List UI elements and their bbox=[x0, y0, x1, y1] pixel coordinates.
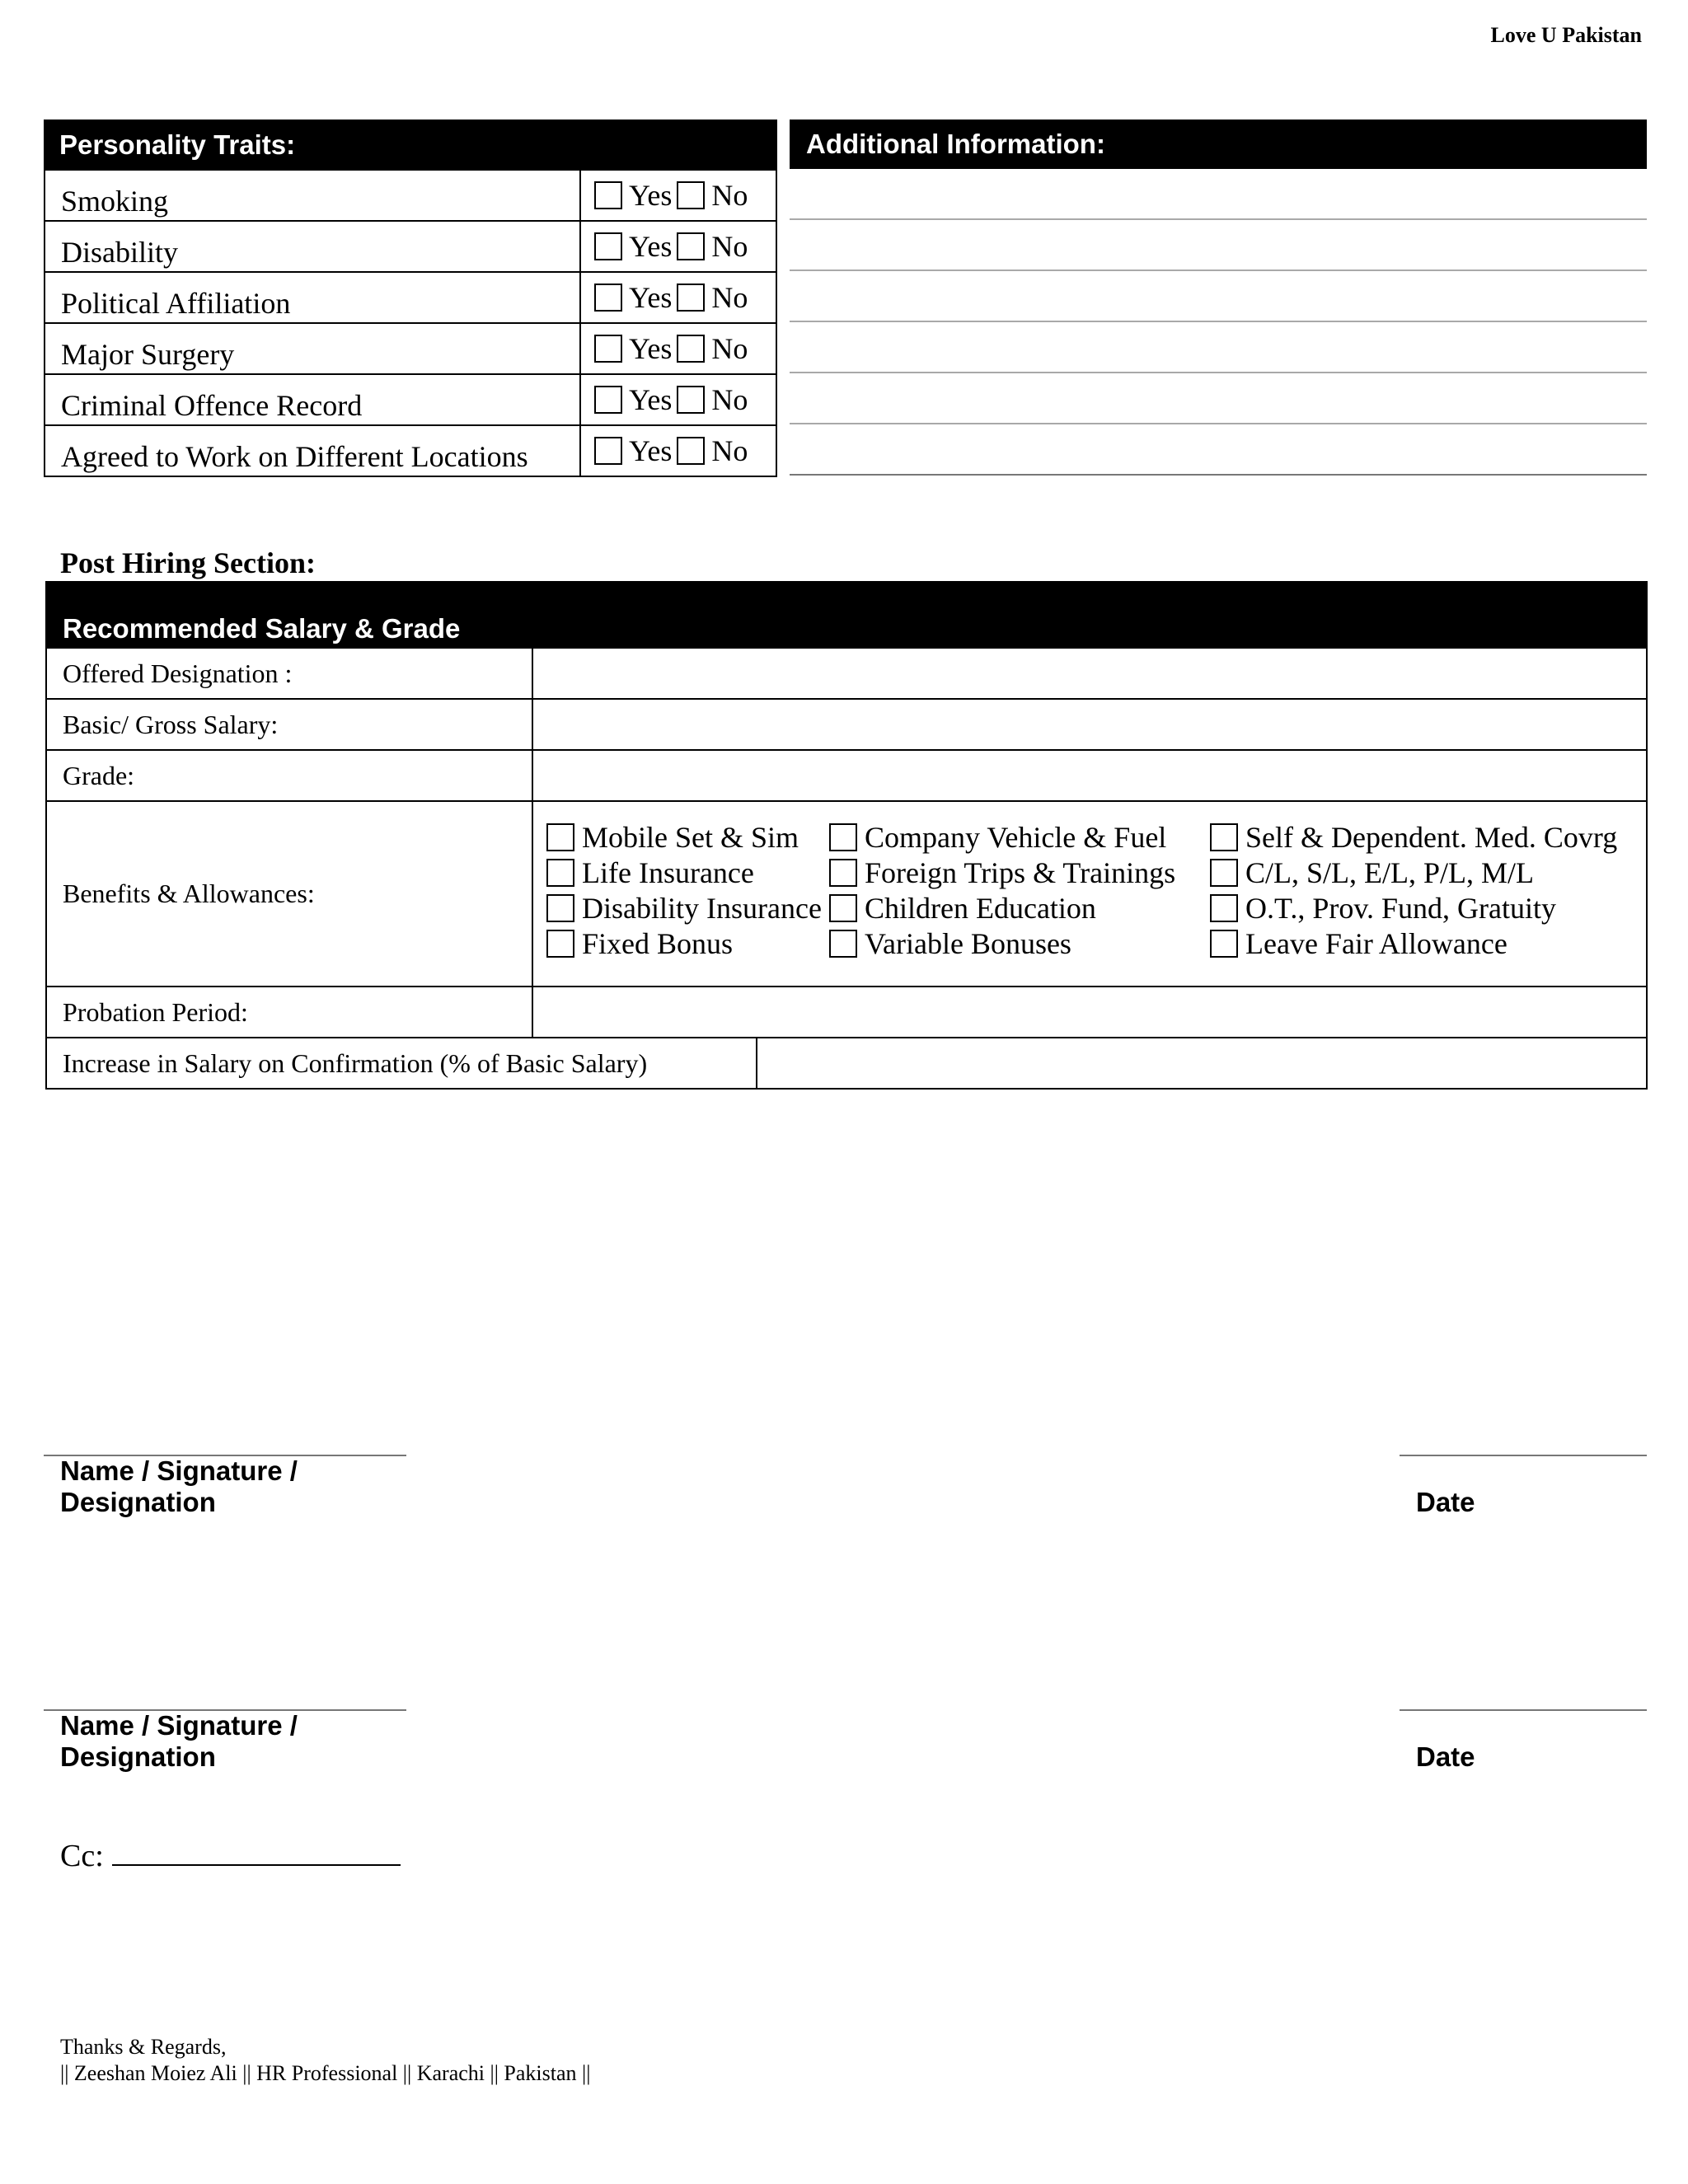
benefit-item bbox=[1210, 927, 1646, 959]
trait-row-smoking bbox=[44, 171, 777, 222]
yes-checkbox[interactable] bbox=[594, 437, 622, 465]
offered-designation-label: Offered Designation : bbox=[47, 649, 533, 698]
signature-label-line2: Designation bbox=[60, 1487, 216, 1517]
benefit-label: Life Insurance bbox=[582, 855, 754, 889]
header-note: Love U Pakistan bbox=[1490, 23, 1642, 47]
no-checkbox[interactable] bbox=[677, 437, 705, 465]
signature-label-line1: Name / Signature / bbox=[60, 1455, 298, 1486]
cc-input-line[interactable] bbox=[112, 1840, 401, 1866]
trait-label: Disability bbox=[45, 222, 581, 271]
benefit-item bbox=[1210, 856, 1646, 888]
salary-grade-table bbox=[45, 581, 1648, 1090]
personality-traits-table bbox=[44, 120, 777, 477]
yes-label: Yes bbox=[629, 179, 673, 212]
cc-label: Cc: bbox=[60, 1839, 104, 1873]
benefit-label: Disability Insurance bbox=[582, 891, 822, 925]
trait-options bbox=[581, 222, 776, 271]
no-label: No bbox=[711, 332, 748, 365]
regards-line: Thanks & Regards, bbox=[60, 2035, 227, 2059]
probation-period-label: Probation Period: bbox=[47, 987, 533, 1037]
benefits-row bbox=[45, 802, 1648, 987]
yes-checkbox[interactable] bbox=[594, 335, 622, 363]
additional-info-line[interactable] bbox=[790, 169, 1647, 220]
trait-row-political-affiliation bbox=[44, 273, 777, 324]
no-checkbox[interactable] bbox=[677, 386, 705, 414]
basic-gross-salary-field[interactable] bbox=[533, 700, 1646, 749]
trait-label: Agreed to Work on Different Locations bbox=[45, 426, 581, 476]
benefit-item bbox=[829, 927, 1210, 959]
benefit-checkbox[interactable] bbox=[546, 823, 574, 851]
additional-info-line[interactable] bbox=[790, 220, 1647, 271]
grade-label: Grade: bbox=[47, 751, 533, 800]
benefits-label: Benefits & Allowances: bbox=[47, 802, 533, 986]
offered-designation-row bbox=[45, 649, 1648, 700]
grade-row bbox=[45, 751, 1648, 802]
personality-traits-title: Personality Traits: bbox=[44, 120, 777, 171]
date-line[interactable] bbox=[1400, 1709, 1647, 1711]
benefit-label: Fixed Bonus bbox=[582, 926, 734, 960]
trait-options bbox=[581, 171, 776, 220]
benefit-label: C/L, S/L, E/L, P/L, M/L bbox=[1245, 855, 1535, 889]
signature-label-line2: Designation bbox=[60, 1741, 216, 1772]
benefit-item bbox=[829, 856, 1210, 888]
no-checkbox[interactable] bbox=[677, 232, 705, 260]
benefit-label: Company Vehicle & Fuel bbox=[865, 820, 1167, 854]
probation-period-row bbox=[45, 987, 1648, 1038]
yes-checkbox[interactable] bbox=[594, 181, 622, 209]
benefit-checkbox[interactable] bbox=[1210, 930, 1238, 958]
signature-label-line1: Name / Signature / bbox=[60, 1710, 298, 1741]
benefit-checkbox[interactable] bbox=[546, 930, 574, 958]
trait-options bbox=[581, 426, 776, 476]
no-label: No bbox=[711, 434, 748, 467]
no-label: No bbox=[711, 281, 748, 314]
regards-block bbox=[60, 2034, 590, 2087]
yes-label: Yes bbox=[629, 332, 673, 365]
signature-label bbox=[60, 1455, 298, 1518]
yes-label: Yes bbox=[629, 383, 673, 416]
grade-field[interactable] bbox=[533, 751, 1646, 800]
benefit-checkbox[interactable] bbox=[829, 823, 857, 851]
salary-increase-field[interactable] bbox=[757, 1038, 1646, 1088]
benefit-checkbox[interactable] bbox=[1210, 823, 1238, 851]
benefits-options bbox=[533, 802, 1646, 986]
benefit-checkbox[interactable] bbox=[829, 859, 857, 887]
signature-label bbox=[60, 1710, 298, 1773]
post-hiring-title: Post Hiring Section: bbox=[60, 546, 316, 579]
trait-row-major-surgery bbox=[44, 324, 777, 375]
trait-options bbox=[581, 273, 776, 322]
benefit-item bbox=[829, 892, 1210, 924]
benefit-label: Mobile Set & Sim bbox=[582, 820, 799, 854]
trait-label: Criminal Offence Record bbox=[45, 375, 581, 424]
benefit-checkbox[interactable] bbox=[546, 859, 574, 887]
additional-info-line[interactable] bbox=[790, 322, 1647, 373]
trait-label: Smoking bbox=[45, 171, 581, 220]
benefit-label: Children Education bbox=[865, 891, 1096, 925]
salary-increase-row bbox=[45, 1038, 1648, 1090]
cc-field bbox=[60, 1838, 401, 1874]
no-label: No bbox=[711, 179, 748, 212]
trait-label: Political Affiliation bbox=[45, 273, 581, 322]
no-label: No bbox=[711, 383, 748, 416]
no-checkbox[interactable] bbox=[677, 284, 705, 312]
benefit-item bbox=[1210, 821, 1646, 853]
no-checkbox[interactable] bbox=[677, 181, 705, 209]
trait-row-criminal-offence bbox=[44, 375, 777, 426]
yes-checkbox[interactable] bbox=[594, 386, 622, 414]
benefit-label: Variable Bonuses bbox=[865, 926, 1071, 960]
yes-label: Yes bbox=[629, 230, 673, 263]
basic-gross-salary-label: Basic/ Gross Salary: bbox=[47, 700, 533, 749]
date-line[interactable] bbox=[1400, 1455, 1647, 1456]
basic-gross-salary-row bbox=[45, 700, 1648, 751]
trait-options bbox=[581, 324, 776, 373]
no-label: No bbox=[711, 230, 748, 263]
probation-period-field[interactable] bbox=[533, 987, 1646, 1037]
trait-label: Major Surgery bbox=[45, 324, 581, 373]
yes-checkbox[interactable] bbox=[594, 284, 622, 312]
trait-options bbox=[581, 375, 776, 424]
benefit-checkbox[interactable] bbox=[1210, 894, 1238, 922]
benefit-item bbox=[546, 892, 829, 924]
benefit-checkbox[interactable] bbox=[829, 930, 857, 958]
benefit-label: Foreign Trips & Trainings bbox=[865, 855, 1176, 889]
additional-info-line[interactable] bbox=[790, 373, 1647, 424]
yes-label: Yes bbox=[629, 434, 673, 467]
yes-checkbox[interactable] bbox=[594, 232, 622, 260]
benefit-label: Self & Dependent. Med. Covrg bbox=[1245, 820, 1618, 854]
benefit-item bbox=[546, 927, 829, 959]
date-label: Date bbox=[1416, 1741, 1475, 1772]
benefit-label: O.T., Prov. Fund, Gratuity bbox=[1245, 891, 1556, 925]
benefit-item bbox=[1210, 892, 1646, 924]
trait-row-disability bbox=[44, 222, 777, 273]
additional-info-line[interactable] bbox=[790, 271, 1647, 322]
salary-increase-label: Increase in Salary on Confirmation (% of Basic Salary) bbox=[47, 1038, 757, 1088]
benefit-item bbox=[829, 821, 1210, 853]
trait-row-different-locations bbox=[44, 426, 777, 477]
additional-information-title: Additional Information: bbox=[790, 120, 1647, 169]
author-line: || Zeeshan Moiez Ali || HR Professional || Karachi || Pakistan || bbox=[60, 2061, 591, 2085]
date-label: Date bbox=[1416, 1487, 1475, 1517]
additional-information-panel bbox=[790, 120, 1647, 476]
benefit-item bbox=[546, 856, 829, 888]
benefit-label: Leave Fair Allowance bbox=[1245, 926, 1507, 960]
benefit-checkbox[interactable] bbox=[546, 894, 574, 922]
benefit-checkbox[interactable] bbox=[1210, 859, 1238, 887]
benefit-item bbox=[546, 821, 829, 853]
additional-info-line[interactable] bbox=[790, 424, 1647, 476]
offered-designation-field[interactable] bbox=[533, 649, 1646, 698]
benefit-checkbox[interactable] bbox=[829, 894, 857, 922]
yes-label: Yes bbox=[629, 281, 673, 314]
no-checkbox[interactable] bbox=[677, 335, 705, 363]
salary-grade-title: Recommended Salary & Grade bbox=[45, 581, 1648, 649]
